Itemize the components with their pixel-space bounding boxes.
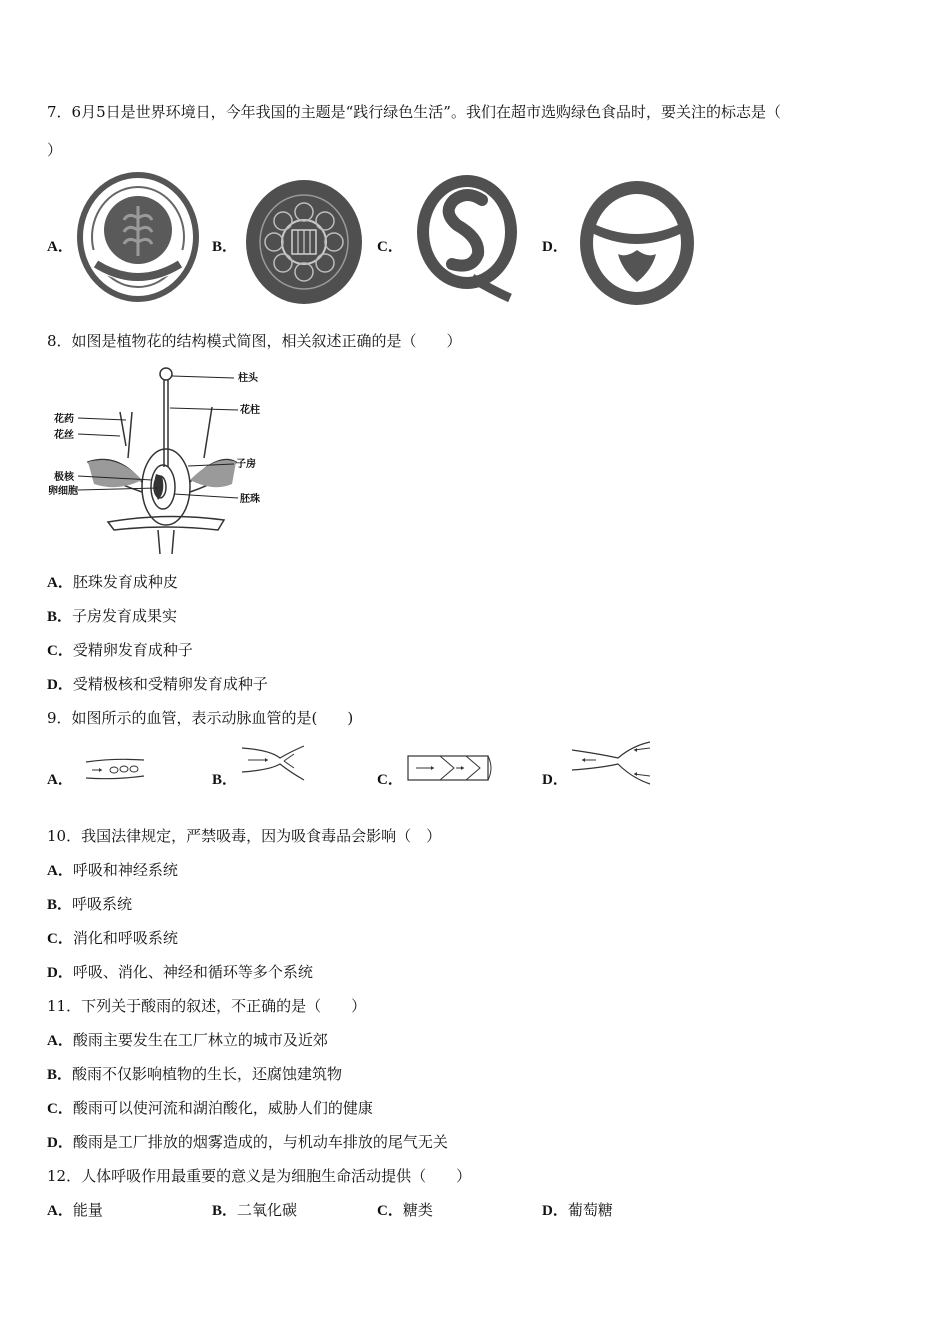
label-luanxibao: 卵细胞: [48, 486, 78, 497]
q10-option-c: C．消化和呼吸系统: [47, 929, 178, 947]
q11-option-a: A．酸雨主要发生在工厂林立的城市及近郊: [47, 1031, 328, 1049]
q9-stem: 9．如图所示的血管，表示动脉血管的是( ): [47, 709, 354, 727]
q9-label-b: B．: [212, 772, 238, 788]
q10-stem: 10．我国法律规定，严禁吸毒，因为吸食毒品会影响（ ）: [47, 827, 442, 845]
label-huayao: 花药: [54, 414, 74, 425]
label-zifang: 子房: [236, 459, 256, 470]
organic-product-seal-image: [244, 178, 364, 306]
q8-option-a: A．胚珠发育成种皮: [47, 573, 178, 591]
q12-stem: 12．人体呼吸作用最重要的意义是为细胞生命活动提供（ ）: [47, 1167, 472, 1185]
q7-label-d: D．: [542, 239, 568, 255]
green-certification-logo-image: [578, 178, 696, 308]
capillary-vessel-image: [84, 756, 146, 782]
label-zhutou: 柱头: [238, 373, 258, 384]
q12-option-a: A．能量: [47, 1201, 103, 1219]
qs-quality-mark-image: [412, 170, 522, 306]
vessel-branching-image: [570, 740, 652, 786]
q10-option-d: D．呼吸、消化、神经和循环等多个系统: [47, 963, 313, 981]
q7-stem: 7．6月5日是世界环境日，今年我国的主题是“践行绿色生活”。我们在超市选购绿色食品时，要关注的标志是（: [47, 103, 781, 121]
q7-stem-end: ）: [47, 141, 63, 159]
q8-option-b: B．子房发育成果实: [47, 607, 178, 625]
q9-label-d: D．: [542, 772, 568, 788]
vessel-merging-image: [240, 744, 306, 782]
q11-stem: 11．下列关于酸雨的叙述，不正确的是（ ）: [47, 997, 367, 1015]
green-food-logo-image: [76, 172, 200, 302]
label-jiehe: 极核: [54, 472, 74, 483]
q12-option-b: B．二氧化碳: [212, 1201, 298, 1219]
q11-option-c: C．酸雨可以使河流和湖泊酸化，威胁人们的健康: [47, 1099, 373, 1117]
q11-option-d: D．酸雨是工厂排放的烟雾造成的，与机动车排放的尾气无关: [47, 1133, 448, 1151]
label-huasi: 花丝: [54, 430, 74, 441]
vein-with-valves-image: [404, 752, 496, 784]
q12-option-d: D．葡萄糖: [542, 1201, 613, 1219]
q12-option-c: C．糖类: [377, 1201, 433, 1219]
q9-label-a: A．: [47, 772, 73, 788]
label-huazhu: 花柱: [240, 405, 260, 416]
q7-label-c: C．: [377, 239, 403, 255]
label-peizhu: 胚珠: [240, 494, 260, 505]
q10-option-a: A．呼吸和神经系统: [47, 861, 178, 879]
q7-label-a: A．: [47, 239, 73, 255]
q10-option-b: B．呼吸系统: [47, 895, 133, 913]
q11-option-b: B．酸雨不仅影响植物的生长，还腐蚀建筑物: [47, 1065, 343, 1083]
q8-stem: 8．如图是植物花的结构模式简图，相关叙述正确的是（ ）: [47, 332, 462, 350]
q8-option-c: C．受精卵发育成种子: [47, 641, 193, 659]
q8-option-d: D．受精极核和受精卵发育成种子: [47, 675, 268, 693]
q9-label-c: C．: [377, 772, 403, 788]
q7-label-b: B．: [212, 239, 238, 255]
flower-structure-diagram: [48, 362, 278, 558]
